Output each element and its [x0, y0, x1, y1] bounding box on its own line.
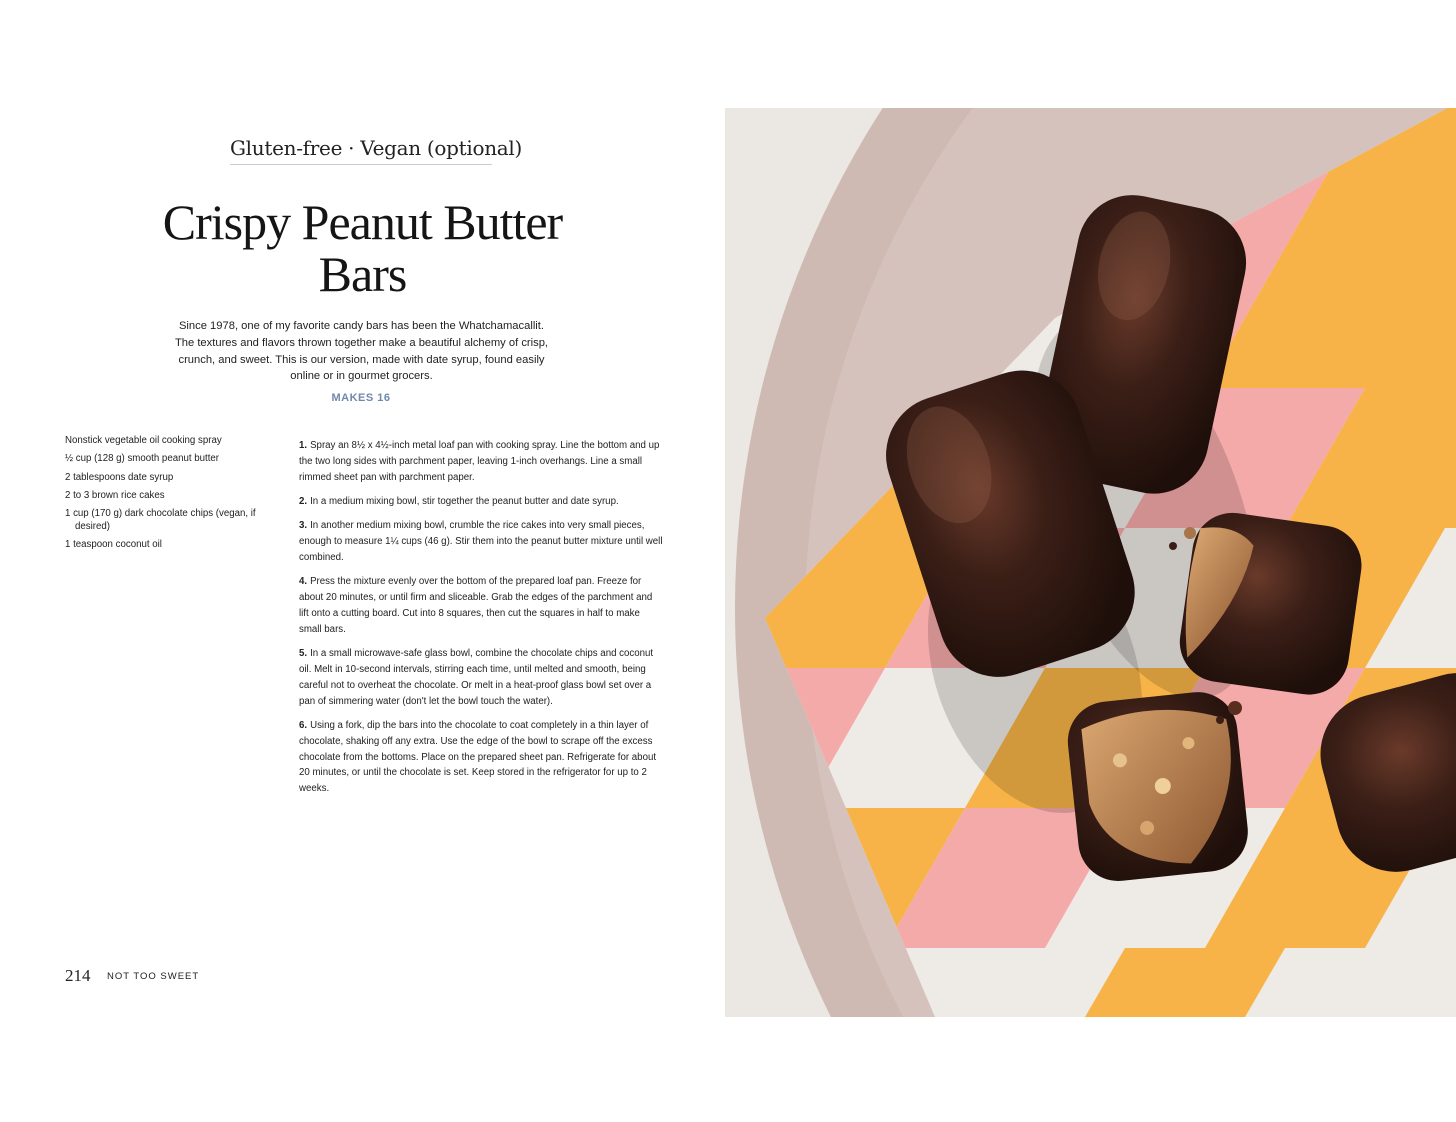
step-number: 2.	[299, 495, 308, 507]
step-number: 1.	[299, 440, 308, 451]
step-number: 3.	[299, 520, 308, 532]
method-step	[299, 718, 664, 797]
method-step	[299, 518, 664, 565]
ingredient-item: 1 teaspoon coconut oil	[65, 538, 162, 550]
recipe-title	[120, 196, 605, 300]
step-number: 4.	[299, 576, 308, 588]
ingredient-item: 1 cup (170 g) dark chocolate chips (vegan, if desired)	[65, 508, 256, 532]
recipe-title-line-2: Bars	[318, 246, 407, 302]
step-text: Spray an 8½ x 4½-inch metal loaf pan with cooking spray. Line the bottom and up the two long sides with parchment paper, leaving 1-inch overhangs. Line a small rimmed sheet pan with parchment paper.	[299, 440, 660, 483]
step-text: Using a fork, dip the bars into the chocolate to coat completely in a thin layer of chocolate, shaking off any extra. Use the edge of the bowl to scrape off the excess chocolate from the bottoms. Place on the prepared sheet pan. Refrigerate for about 20 minutes, or until the chocolate is set. Keep stored in the refrigerator for up to 2 weeks.	[299, 719, 657, 795]
crumb	[1169, 542, 1177, 550]
ingredient-list	[65, 435, 280, 557]
ingredient-item: ½ cup (128 g) smooth peanut butter	[65, 453, 220, 465]
crumb	[1216, 716, 1224, 724]
step-text: In a small microwave-safe glass bowl, combine the chocolate chips and coconut oil. Melt in 10-second intervals, stirring each time, until melted and smooth, being careful not to overheat the chocolate. Or melt in a heat-proof glass bowl set over a pan of simmering water (don't let the bowl touch the water).	[299, 648, 654, 707]
diet-tags: Gluten-free · Vegan (optional)	[230, 136, 492, 165]
method-step	[299, 646, 664, 709]
step-text: In a medium mixing bowl, stir together the peanut butter and date syrup.	[310, 495, 619, 507]
recipe-intro: Since 1978, one of my favorite candy bars has been the Whatchamacallit. The textures and flavors thrown together make a beautiful alchemy of crisp, crunch, and sweet. This is our version, made with date syrup, found easily online or in gourmet grocers.	[174, 320, 549, 383]
step-number: 5.	[299, 648, 308, 660]
ingredient-item: 2 tablespoons date syrup	[65, 471, 174, 483]
candy-bar-half-bottom	[1064, 688, 1252, 885]
method-step	[299, 574, 664, 637]
running-footer-book-title: NOT TOO SWEET	[107, 971, 200, 982]
method-step	[299, 494, 664, 510]
recipe-title-line-1: Crispy Peanut Butter	[162, 194, 563, 250]
method-step	[299, 438, 664, 485]
candy-bar-half-right	[1175, 508, 1367, 700]
step-number: 6.	[299, 719, 308, 731]
yield-label: MAKES 16	[331, 392, 391, 404]
ingredient-item: Nonstick vegetable oil cooking spray	[65, 435, 222, 446]
crumb	[1184, 527, 1196, 539]
recipe-photo	[725, 108, 1456, 1017]
step-text: In another medium mixing bowl, crumble the rice cakes into very small pieces, enough to measure 1¼ cups (46 g). Stir them into the peanut butter mixture until well combined.	[299, 520, 663, 563]
crumb	[1228, 701, 1242, 715]
page-number: 214	[65, 966, 91, 985]
candy-bars-illustration	[725, 108, 1456, 1017]
recipe-page	[0, 0, 725, 1122]
method-steps	[299, 438, 664, 806]
ingredient-item: 2 to 3 brown rice cakes	[65, 489, 165, 501]
step-text: Press the mixture evenly over the bottom of the prepared loaf pan. Freeze for about 20 minutes, or until firm and sliceable. Grab the edges of the parchment and lift onto a cutting board. Cut into 8 squares, then cut the squares in half to make small bars.	[299, 576, 653, 635]
